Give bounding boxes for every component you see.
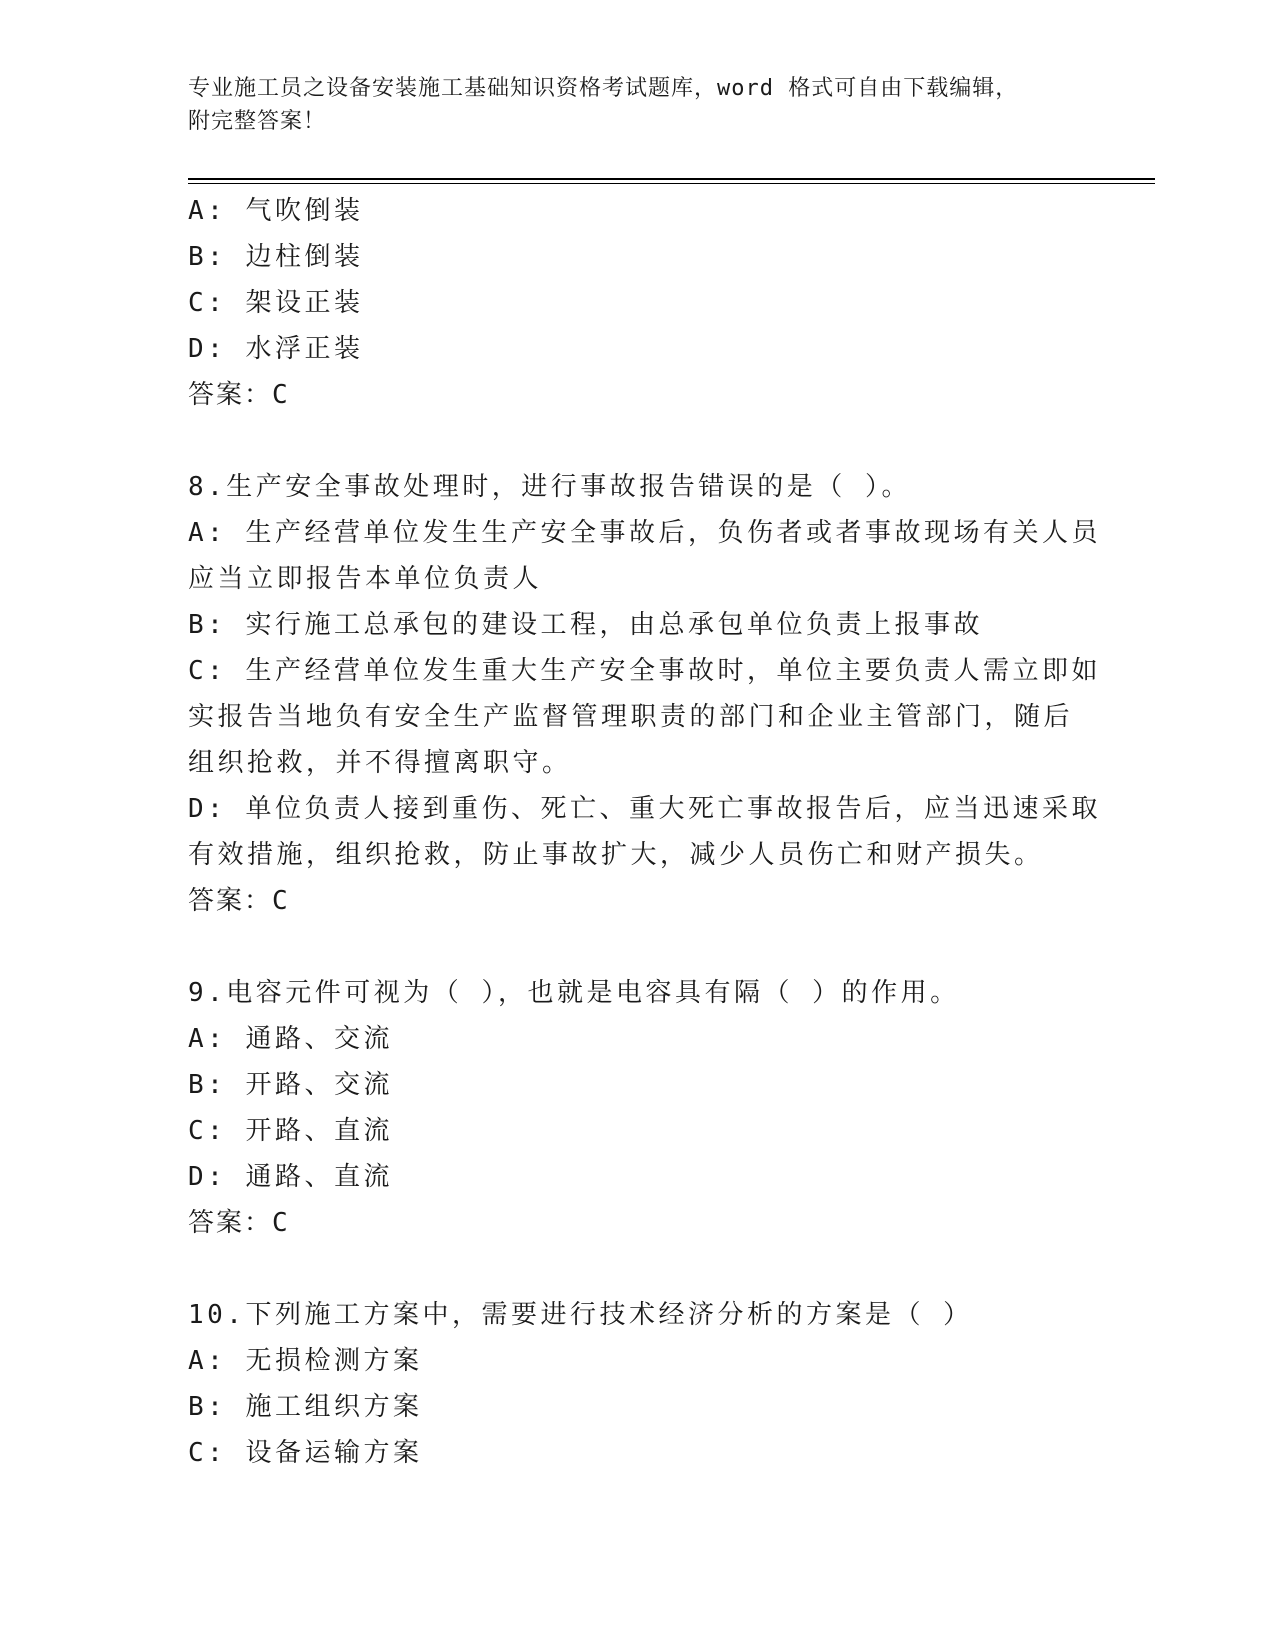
- option-a: A: 无损检测方案: [188, 1346, 423, 1376]
- option-c-line-1: C: 生产经营单位发生重大生产安全事故时，单位主要负责人需立即如: [188, 656, 1101, 686]
- header-line-1: 专业施工员之设备安装施工基础知识资格考试题库，word 格式可自由下载编辑，: [188, 76, 1019, 101]
- option-d-line-1: D: 单位负责人接到重伤、死亡、重大死亡事故报告后，应当迅速采取: [188, 794, 1101, 824]
- option-d-line-2: 有效措施，组织抢救，防止事故扩大，减少人员伤亡和财产损失。: [188, 840, 1044, 870]
- option-b: B: 开路、交流: [188, 1070, 393, 1100]
- question-stem: 10.下列施工方案中，需要进行技术经济分析的方案是（ ）: [188, 1300, 973, 1330]
- answer: 答案：C: [188, 380, 290, 410]
- option-b: B: 施工组织方案: [188, 1392, 423, 1422]
- question-stem: 8.生产安全事故处理时，进行事故报告错误的是（ ）。: [188, 472, 911, 502]
- question-8: [188, 464, 1101, 924]
- option-c-line-2: 实报告当地负有安全生产监督管理职责的部门和企业主管部门，随后: [188, 702, 1074, 732]
- option-c: C: 架设正装: [188, 288, 364, 318]
- header-divider-thick: [188, 178, 1155, 180]
- document-header: [188, 72, 1088, 138]
- option-b: B: 实行施工总承包的建设工程，由总承包单位负责上报事故: [188, 610, 983, 640]
- question-stem: 9.电容元件可视为（ ），也就是电容具有隔（ ）的作用。: [188, 978, 960, 1008]
- option-a: A: 气吹倒装: [188, 196, 364, 226]
- option-a-line-1: A: 生产经营单位发生生产安全事故后，负伤者或者事故现场有关人员: [188, 518, 1101, 548]
- answer: 答案：C: [188, 886, 290, 916]
- option-b: B: 边柱倒装: [188, 242, 364, 272]
- option-c: C: 开路、直流: [188, 1116, 393, 1146]
- option-a-line-2: 应当立即报告本单位负责人: [188, 564, 543, 594]
- option-c-line-3: 组织抢救，并不得擅离职守。: [188, 748, 572, 778]
- question-9: [188, 970, 1088, 1246]
- option-d: D: 通路、直流: [188, 1162, 393, 1192]
- option-d: D: 水浮正装: [188, 334, 364, 364]
- option-c: C: 设备运输方案: [188, 1438, 423, 1468]
- header-divider-thin: [188, 183, 1155, 184]
- question-content: [188, 188, 1101, 1476]
- option-a: A: 通路、交流: [188, 1024, 393, 1054]
- answer: 答案：C: [188, 1208, 290, 1238]
- question-7: [188, 188, 1088, 418]
- header-line-2: 附完整答案！: [188, 109, 327, 134]
- question-10: [188, 1292, 1088, 1476]
